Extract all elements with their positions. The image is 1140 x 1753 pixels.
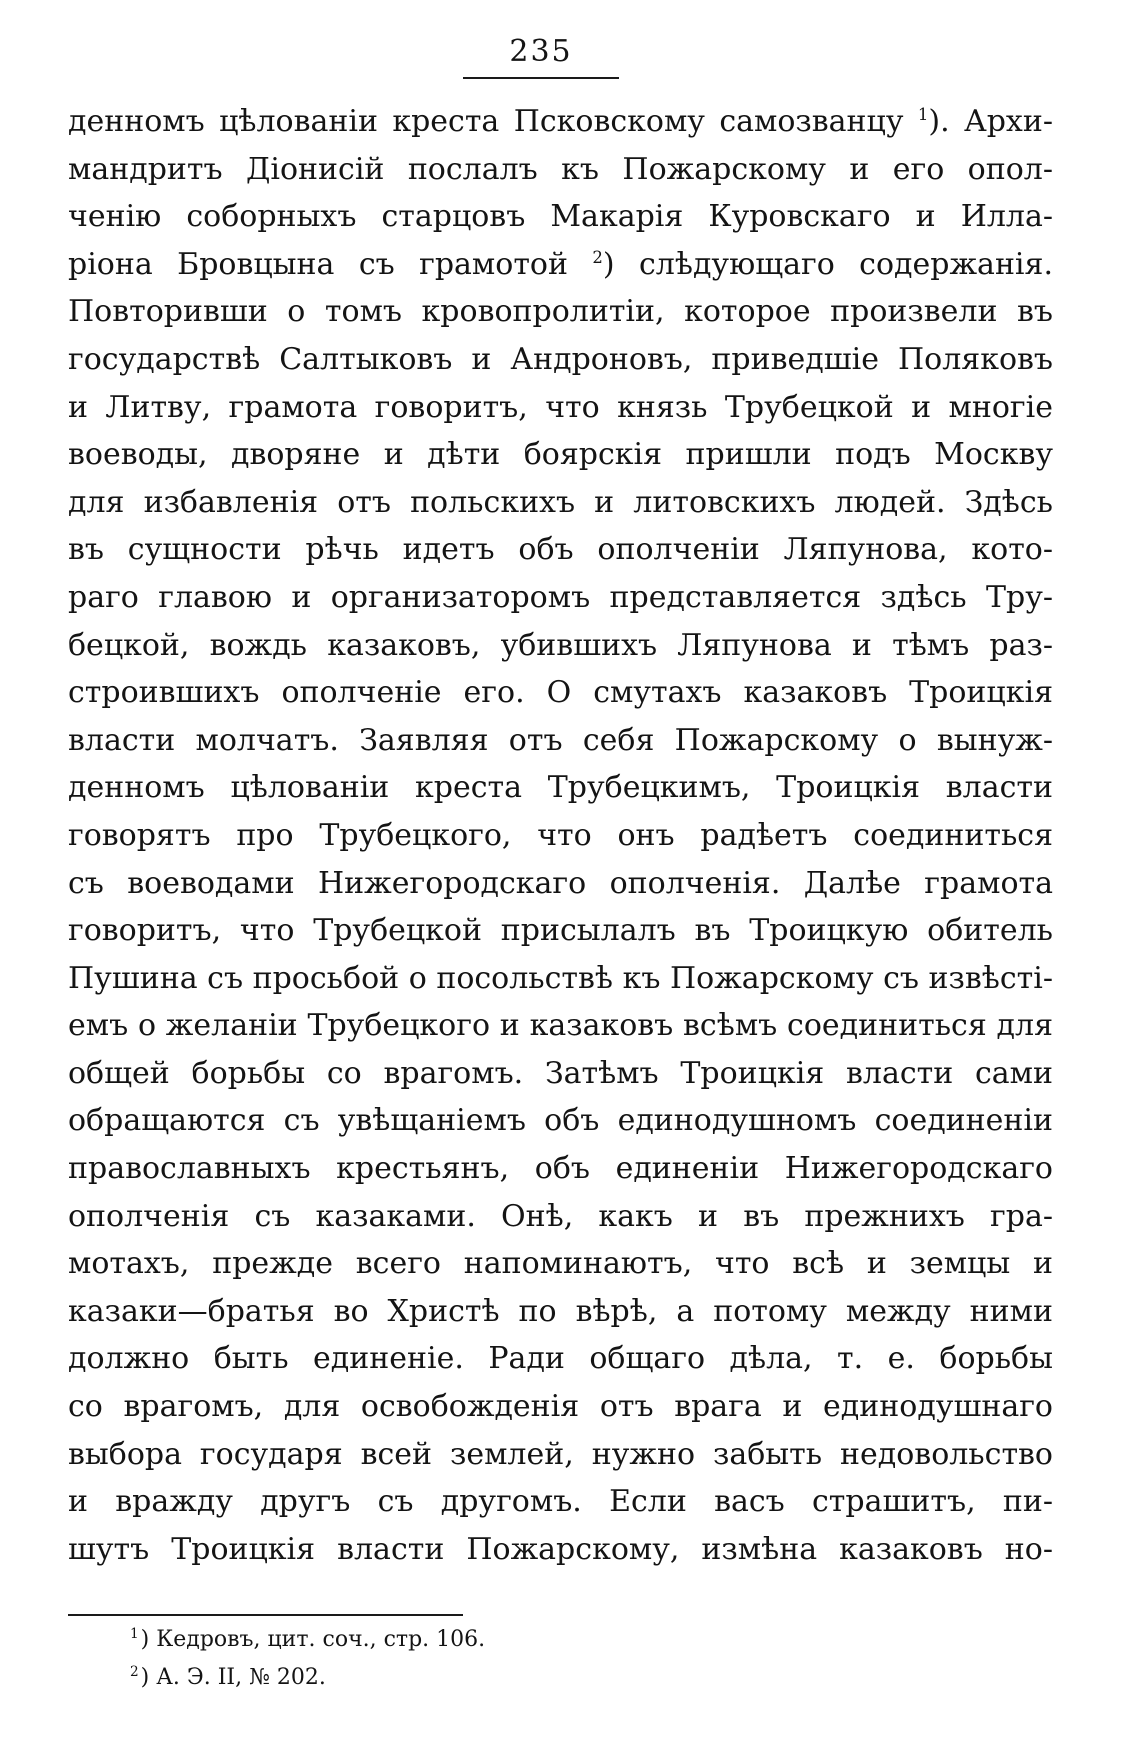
text-line-content: и Литву, грамота говоритъ, что князь Трубецкой и многіе bbox=[68, 389, 1053, 425]
text-line-content: строившихъ ополченіе его. О смутахъ казаковъ Троицкія bbox=[68, 675, 1053, 711]
text-line-content: государствѣ Салтыковъ и Андроновъ, приведшіе Поляковъ bbox=[68, 341, 1053, 377]
page-number-rule bbox=[463, 77, 619, 79]
text-line-content: воеводы, дворяне и дѣти боярскія пришли подъ Москву bbox=[68, 437, 1053, 473]
text-line-content: емъ о желаніи Трубецкого и казаковъ всѣмъ соединиться для bbox=[68, 1008, 1053, 1044]
text-line bbox=[68, 1097, 1053, 1145]
footnote-reference: 2 bbox=[592, 247, 603, 267]
text-line bbox=[68, 1288, 1053, 1336]
text-line bbox=[68, 717, 1053, 765]
text-line bbox=[68, 1526, 1053, 1574]
text-line bbox=[68, 1431, 1053, 1479]
text-line-content: православныхъ крестьянъ, объ единеніи Нижегородскаго bbox=[68, 1151, 1053, 1187]
text-line-content: и вражду другъ съ другомъ. Если васъ страшитъ, пи- bbox=[68, 1484, 1053, 1520]
footnote-mark: 1 bbox=[130, 1625, 139, 1642]
text-line-content: общей борьбы со врагомъ. Затѣмъ Троицкія власти сами bbox=[68, 1055, 1053, 1091]
footnote-text: ) А. Э. II, № 202. bbox=[140, 1665, 326, 1690]
footnotes bbox=[130, 1621, 930, 1697]
text-line-content: обращаются съ увѣщаніемъ объ единодушномъ соединеніи bbox=[68, 1103, 1053, 1139]
footnote-text: ) Кедровъ, цит. соч., стр. 106. bbox=[140, 1627, 486, 1652]
text-line-content: Пушина съ просьбой о посольствѣ къ Пожарскому съ извѣсті- bbox=[68, 960, 1053, 996]
text-line-content: власти молчатъ. Заявляя отъ себя Пожарскому о вынуж- bbox=[68, 722, 1053, 758]
text-line-content: казаки—братья во Христѣ по вѣрѣ, а потому между ними bbox=[68, 1293, 1053, 1329]
page-number: 235 bbox=[509, 34, 573, 69]
text-line bbox=[68, 1335, 1053, 1383]
footnote-rule bbox=[68, 1614, 463, 1616]
text-line-content: должно быть единеніе. Ради общаго дѣла, т. е. борьбы bbox=[68, 1341, 1053, 1377]
text-line-content: говоритъ, что Трубецкой присылалъ въ Троицкую обитель bbox=[68, 913, 1053, 949]
text-line bbox=[68, 288, 1053, 336]
text-line-content: денномъ цѣлованіи креста Псковскому самозванцу bbox=[68, 104, 918, 139]
text-line-content: съ воеводами Нижегородскаго ополченія. Далѣе грамота bbox=[68, 865, 1053, 901]
text-line bbox=[68, 764, 1053, 812]
text-line bbox=[68, 907, 1053, 955]
text-line-tail: ). Архи- bbox=[928, 104, 1053, 139]
text-line bbox=[68, 146, 1053, 194]
text-line bbox=[68, 860, 1053, 908]
text-line bbox=[68, 526, 1053, 574]
text-line-content: выбора государя всей землей, нужно забыть недовольство bbox=[68, 1436, 1053, 1472]
text-line bbox=[68, 431, 1053, 479]
text-line-content: ченію соборныхъ старцовъ Макарія Куровскаго и Илла- bbox=[68, 199, 1053, 235]
text-line bbox=[68, 1240, 1053, 1288]
footnote bbox=[130, 1621, 930, 1659]
text-line bbox=[68, 812, 1053, 860]
body-text bbox=[68, 98, 1053, 1573]
text-line bbox=[68, 336, 1053, 384]
text-line bbox=[68, 1050, 1053, 1098]
text-line bbox=[68, 1478, 1053, 1526]
text-line-content: говорятъ про Трубецкого, что онъ радѣетъ соединиться bbox=[68, 817, 1053, 853]
text-line bbox=[68, 1145, 1053, 1193]
text-line bbox=[68, 669, 1053, 717]
text-line-content: ріона Бровцына съ грамотой bbox=[68, 246, 593, 282]
text-line-content: мандритъ Діонисій послалъ къ Пожарскому и его опол- bbox=[68, 151, 1053, 187]
text-line bbox=[68, 241, 1053, 289]
text-line-content: мотахъ, прежде всего напоминаютъ, что всѣ и земцы и bbox=[68, 1246, 1053, 1282]
text-line bbox=[68, 622, 1053, 670]
text-line-content: бецкой, вождь казаковъ, убившихъ Ляпунова и тѣмъ раз- bbox=[68, 627, 1053, 663]
text-line-content: Повторивши о томъ кровопролитіи, которое произвели въ bbox=[68, 294, 1053, 330]
text-line bbox=[68, 955, 1053, 1003]
text-line-content: въ сущности рѣчь идетъ объ ополченіи Ляпунова, кото- bbox=[68, 532, 1053, 568]
text-line bbox=[68, 1002, 1053, 1050]
text-line-content: для избавленія отъ польскихъ и литовскихъ людей. Здѣсь bbox=[68, 484, 1053, 520]
footnote-reference: 1 bbox=[917, 105, 929, 124]
footnote bbox=[130, 1659, 930, 1697]
text-line bbox=[68, 479, 1053, 527]
text-line-content: шутъ Троицкія власти Пожарскому, измѣна казаковъ но- bbox=[68, 1531, 1053, 1567]
text-line-content: денномъ цѣлованіи креста Трубецкимъ, Троицкія власти bbox=[68, 770, 1053, 806]
text-line bbox=[68, 193, 1053, 241]
text-line-content: ополченія съ казаками. Онѣ, какъ и въ прежнихъ гра- bbox=[68, 1198, 1053, 1234]
text-line bbox=[68, 384, 1053, 432]
text-line bbox=[68, 1383, 1053, 1431]
text-line bbox=[68, 1193, 1053, 1241]
footnote-mark: 2 bbox=[130, 1663, 139, 1680]
text-line-content: раго главою и организаторомъ представляется здѣсь Тру- bbox=[68, 579, 1053, 615]
text-line-content: со врагомъ, для освобожденія отъ врага и единодушнаго bbox=[68, 1389, 1053, 1425]
text-line-tail: ) слѣдующаго содержанія. bbox=[602, 246, 1053, 282]
text-line bbox=[68, 574, 1053, 622]
text-line bbox=[68, 98, 1053, 146]
